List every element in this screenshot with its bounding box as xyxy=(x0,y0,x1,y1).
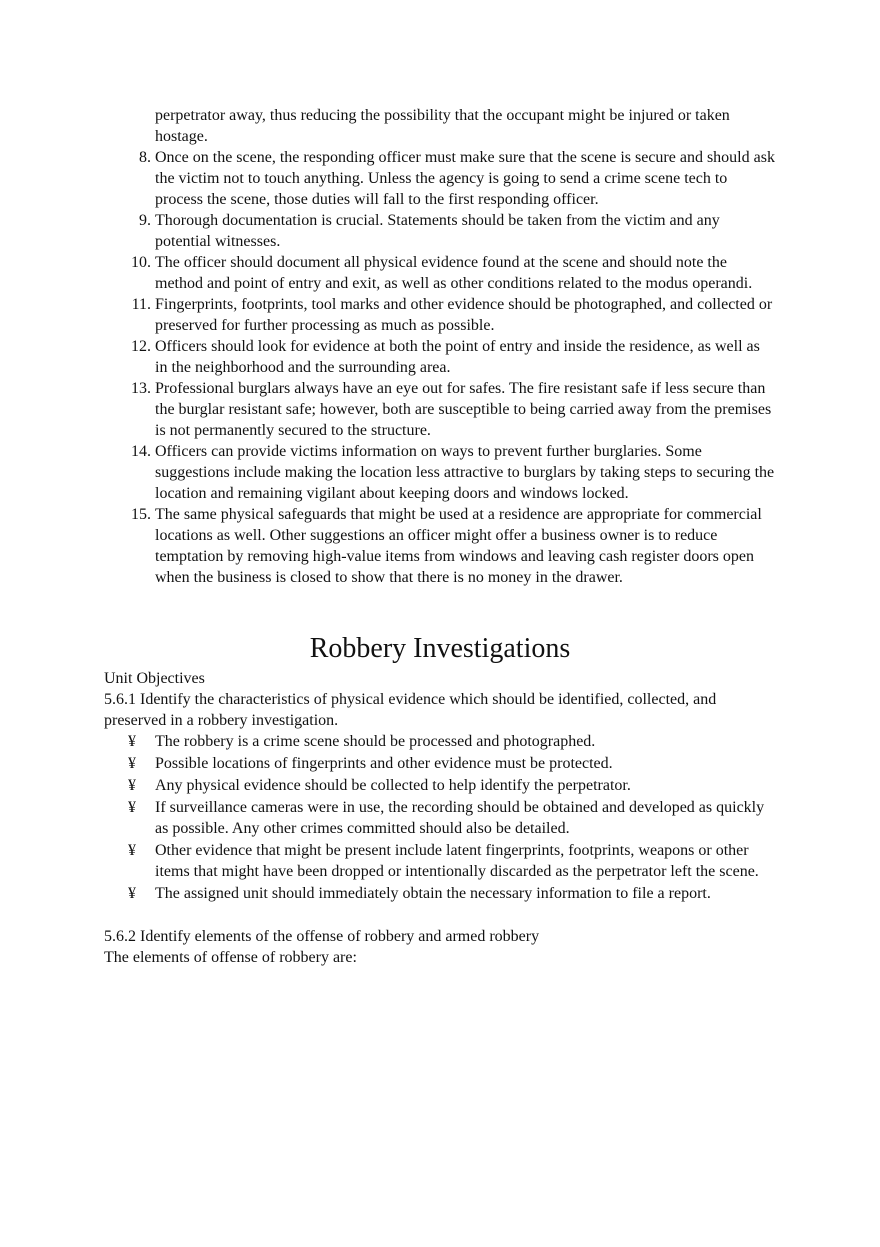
list-item xyxy=(104,294,776,336)
bullet-icon: ¥ xyxy=(128,842,136,859)
unit-objectives-heading: Unit Objectives xyxy=(104,670,205,687)
bullet-text: The assigned unit should immediately obtain the necessary information to file a report. xyxy=(155,885,711,902)
bullet-list xyxy=(104,731,776,904)
bullet-icon: ¥ xyxy=(128,799,136,816)
document-page xyxy=(104,105,776,968)
section-title: Robbery Investigations xyxy=(309,633,571,664)
bullet-text: Any physical evidence should be collected to help identify the perpetrator. xyxy=(155,777,631,794)
item-text: Officers should look for evidence at both the point of entry and inside the residence, as well as in the neighborhood and the surrounding area. xyxy=(155,338,760,376)
item-number: 9. xyxy=(139,212,151,229)
bullet-icon: ¥ xyxy=(128,733,136,750)
item-number: 10. xyxy=(131,254,151,271)
bullet-icon: ¥ xyxy=(128,777,136,794)
item-text: Once on the scene, the responding officer must make sure that the scene is secure and should ask the victim not to touch anything. Unless the agency is going to send a crime scene tech to process the scene, those duties will fall to the first responding officer. xyxy=(155,149,775,208)
list-item xyxy=(104,775,776,796)
bullet-text: If surveillance cameras were in use, the recording should be obtained and developed as quickly as possible. Any other crimes committed should also be detailed. xyxy=(155,799,765,837)
item-number: 12. xyxy=(131,338,151,355)
bullet-icon: ¥ xyxy=(128,885,136,902)
list-item xyxy=(104,753,776,774)
numbered-list xyxy=(104,147,776,588)
bullet-text: Other evidence that might be present include latent fingerprints, footprints, weapons or other items that might have been dropped or intentionally discarded as the perpetrator left the scene. xyxy=(155,842,759,880)
list-item xyxy=(104,840,776,882)
bullet-icon: ¥ xyxy=(128,755,136,772)
spacer xyxy=(104,905,776,926)
item-number: 8. xyxy=(139,149,151,166)
item-text: The same physical safeguards that might be used at a residence are appropriate for commercial locations as well. Other suggestions an officer might offer a business owner is to reduce temptation by removing high-value items from windows and leaving cash register doors open when the business is closed to show that there is no money in the drawer. xyxy=(155,506,762,586)
list-item xyxy=(104,336,776,378)
item-text: Fingerprints, footprints, tool marks and other evidence should be photographed, and collected or preserved for further processing as much as possible. xyxy=(155,296,773,334)
item-number: 15. xyxy=(131,506,151,523)
list-item xyxy=(104,378,776,441)
list-item xyxy=(104,147,776,210)
item-number: 11. xyxy=(131,296,151,313)
bullet-text: The robbery is a crime scene should be processed and photographed. xyxy=(155,733,596,750)
list-item xyxy=(104,731,776,752)
item-text: Thorough documentation is crucial. Statements should be taken from the victim and any potential witnesses. xyxy=(155,212,720,250)
list-item xyxy=(104,797,776,839)
list-item xyxy=(104,441,776,504)
list-item xyxy=(104,883,776,904)
item-text: Officers can provide victims information on ways to prevent further burglaries. Some suggestions include making the location less attractive to burglars by taking steps to securing the location and remaining vigilant about keeping doors and windows locked. xyxy=(155,443,775,502)
list-item xyxy=(104,504,776,588)
continuation-text: perpetrator away, thus reducing the possibility that the occupant might be injured or taken hostage. xyxy=(155,107,730,145)
item-text: Professional burglars always have an eye out for safes. The fire resistant safe if less secure than the burglar resistant safe; however, both are susceptible to being carried away from the premises is not permanently secured to the structure. xyxy=(155,380,772,439)
objective-5-6-2: 5.6.2 Identify elements of the offense of robbery and armed robbery xyxy=(104,928,540,945)
item-number: 13. xyxy=(131,380,151,397)
objective-5-6-1: 5.6.1 Identify the characteristics of physical evidence which should be identified, collected, and preserved in a robbery investigation. xyxy=(104,691,717,729)
list-item xyxy=(104,252,776,294)
item-text: The officer should document all physical evidence found at the scene and should note the method and point of entry and exit, as well as other conditions related to the modus operandi. xyxy=(155,254,753,292)
list-item xyxy=(104,210,776,252)
item-number: 14. xyxy=(131,443,151,460)
elements-intro: The elements of offense of robbery are: xyxy=(104,949,357,966)
bullet-text: Possible locations of fingerprints and other evidence must be protected. xyxy=(155,755,613,772)
